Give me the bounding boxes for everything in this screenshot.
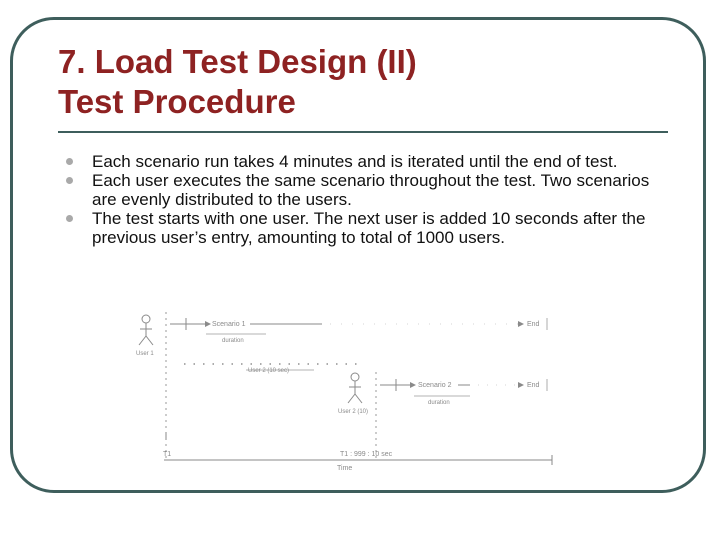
arrowhead-icon <box>518 382 524 388</box>
scenario-2-duration: duration <box>428 400 450 406</box>
scenario-1-duration: duration <box>222 338 244 344</box>
user-1-icon <box>139 315 153 345</box>
title-line-1: 7. Load Test Design (II) <box>58 43 417 80</box>
user-2-label: User 2 (10) <box>338 409 369 415</box>
scenario-2-label: Scenario 2 <box>418 382 452 389</box>
t2-label: T1 : 999 : 10 sec <box>340 451 393 458</box>
t1-label: T1 <box>163 451 172 458</box>
arrowhead-icon <box>410 382 416 388</box>
bullet-text: Each user executes the same scenario throughout the test. Two scenarios are evenly distributed to the users. <box>92 171 650 209</box>
user-arrival-label: User 2 (10 sec) <box>248 368 290 374</box>
user-1-label: User 1 <box>136 351 154 357</box>
end-1-label: End <box>527 321 540 328</box>
title-line-2: Test Procedure <box>58 83 296 120</box>
time-axis-label: Time <box>337 465 353 472</box>
user-2-icon <box>348 373 362 403</box>
end-2-label: End <box>527 382 540 389</box>
bullet-text: The test starts with one user. The next user is added 10 seconds after the previous user’s entry, amounting to total of 1000 users. <box>92 209 646 247</box>
arrowhead-icon <box>518 321 524 327</box>
bullet-text: Each scenario run takes 4 minutes and is iterated until the end of test. <box>92 152 618 171</box>
arrowhead-icon <box>205 321 211 327</box>
scenario-1-label: Scenario 1 <box>212 321 246 328</box>
